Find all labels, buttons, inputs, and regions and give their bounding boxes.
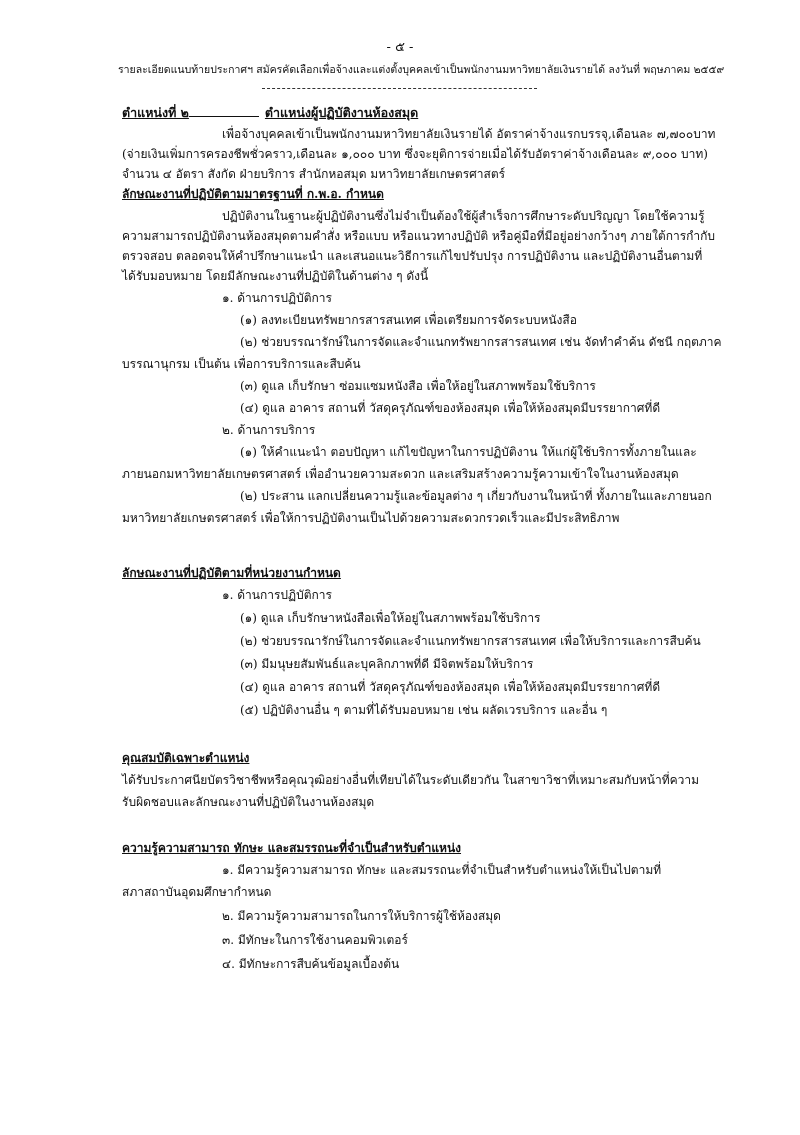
page-number: - ๕ - [386,40,414,55]
standard-s1-item-1: (๑) ลงทะเบียนทรัพยากรสารสนเทศ เพื่อเตรียมการจัดระบบหนังสือ [240,313,577,327]
qualification-line-1: ได้รับประกาศนียบัตรวิชาชีพหรือคุณวุฒิอย่างอื่นที่เทียบได้ในระดับเดียวกัน ในสาขาวิชาที่เหมาะสมกับหน้าที่ความ [122,773,700,787]
position-number: ตำแหน่งที่ ๒ [122,105,189,120]
standard-para-4: ได้รับมอบหมาย โดยมีลักษณะงานที่ปฏิบัติในด้านต่าง ๆ ดังนี้ [122,269,429,283]
standard-section-1-title: ๑. ด้านการปฏิบัติการ [222,291,332,305]
competency-heading: ความรู้ความสามารถ ทักษะ และสมรรถนะที่จำเป็นสำหรับตำแหน่ง [122,841,462,855]
unit-item-2: (๒) ช่วยบรรณารักษ์ในการจัดและจำแนกทรัพยากรสารสนเทศ เพื่อให้บริการและการสืบค้น [240,634,701,648]
standard-s1-item-4: (๔) ดูแล อาคาร สถานที่ วัสดุครุภัณฑ์ของห้องสมุด เพื่อให้ห้องสมุดมีบรรยากาศที่ดี [240,401,661,415]
unit-item-4: (๔) ดูแล อาคาร สถานที่ วัสดุครุภัณฑ์ของห้องสมุด เพื่อให้ห้องสมุดมีบรรยากาศที่ดี [240,680,661,694]
standard-s2-item-2-cont: มหาวิทยาลัยเกษตรศาสตร์ เพื่อให้การปฏิบัติงานเป็นไปด้วยความสะดวกรวดเร็วและมีประสิทธิภาพ [122,511,620,525]
position-title: ตำแหน่งผู้ปฏิบัติงานห้องสมุด [264,105,419,120]
unit-item-1: (๑) ดูแล เก็บรักษาหนังสือเพื่อให้อยู่ในสภาพพร้อมใช้บริการ [240,611,541,625]
intro-line-1: เพื่อจ้างบุคคลเข้าเป็นพนักงานมหาวิทยาลัยเงินรายได้ อัตราค่าจ้างแรกบรรจุ,เดือนละ ๗,๗๐๐บาท [222,127,716,141]
unit-heading: ลักษณะงานที่ปฏิบัติตามที่หน่วยงานกำหนด [122,566,341,580]
standard-s2-item-2: (๒) ประสาน แลกเปลี่ยนความรู้และข้อมูลต่าง ๆ เกี่ยวกับงานในหน้าที่ ทั้งภายในและภายนอก [240,489,712,503]
announcement-subtitle: รายละเอียดแนบท้ายประกาศฯ สมัครคัดเลือกเพื่อจ้างและแต่งตั้งบุคคลเข้าเป็นพนักงานมหาวิทยาลัยเงินรายได้ ลงวันที่ พฤษภาคม ๒๕๕๙ [118,64,725,76]
competency-item-4: ๔. มีทักษะการสืบค้นข้อมูลเบื้องต้น [222,957,400,971]
divider [262,88,537,89]
standard-s1-item-2-cont: บรรณานุกรม เป็นต้น เพื่อการบริการและสืบค้น [122,357,361,371]
standard-para-1: ปฏิบัติงานในฐานะผู้ปฏิบัติงานซึ่งไม่จำเป็นต้องใช้ผู้สำเร็จการศึกษาระดับปริญญา โดยใช้ความรู้ [222,209,705,223]
title-underline-gap [189,106,259,117]
standard-s1-item-2: (๒) ช่วยบรรณารักษ์ในการจัดและจำแนกทรัพยากรสารสนเทศ เช่น จัดทำคำค้น ดัชนี กฤตภาค [240,335,722,349]
standard-heading: ลักษณะงานที่ปฏิบัติตามมาตรฐานที่ ก.พ.อ. กำหนด [122,187,384,201]
unit-item-3: (๓) มีมนุษยสัมพันธ์และบุคลิกภาพที่ดี มีจิตพร้อมให้บริการ [240,657,534,671]
standard-para-3: ตรวจสอบ ตลอดจนให้คำปรึกษาแนะนำ และเสนอแนะวิธีการแก้ไขปรับปรุง การปฏิบัติงาน และปฏิบัติงานอื่นตามที่ [122,249,703,263]
intro-line-3: จำนวน ๔ อัตรา สังกัด ฝ่ายบริการ สำนักหอสมุด มหาวิทยาลัยเกษตรศาสตร์ [122,167,506,181]
intro-line-2: (จ่ายเงินเพิ่มการครองชีพชั่วคราว,เดือนละ ๑,๐๐๐ บาท ซึ่งจะยุติการจ่ายเมื่อได้รับอัตราค่าจ้างเดือนละ ๙,๐๐๐ บาท) [122,147,708,161]
unit-section-1-title: ๑. ด้านการปฏิบัติการ [222,588,332,602]
qualification-heading: คุณสมบัติเฉพาะตำแหน่ง [122,751,250,765]
competency-item-1: ๑. มีความรู้ความสามารถ ทักษะ และสมรรถนะที่จำเป็นสำหรับตำแหน่งให้เป็นไปตามที่ [222,863,662,877]
standard-section-2-title: ๒. ด้านการบริการ [222,423,316,437]
position-title-row [122,105,418,121]
competency-item-1-cont: สภาสถาบันอุดมศึกษากำหนด [122,885,272,899]
standard-s1-item-3: (๓) ดูแล เก็บรักษา ซ่อมแซมหนังสือ เพื่อให้อยู่ในสภาพพร้อมใช้บริการ [240,379,596,393]
standard-s2-item-1-cont: ภายนอกมหาวิทยาลัยเกษตรศาสตร์ เพื่ออำนวยความสะดวก และเสริมสร้างความรู้ความเข้าใจในงานห้องสมุด [122,467,679,481]
unit-item-5: (๕) ปฏิบัติงานอื่น ๆ ตามที่ได้รับมอบหมาย เช่น ผลัดเวรบริการ และอื่น ๆ [240,703,608,717]
standard-para-2: ความสามารถปฏิบัติงานห้องสมุดตามคำสั่ง หรือแบบ หรือแนวทางปฏิบัติ หรือคู่มือที่มีอยู่อย่างกว้างๆ ภายใต้การกำกับ [122,229,716,243]
standard-s2-item-1: (๑) ให้คำแนะนำ ตอบปัญหา แก้ไขปัญหาในการปฏิบัติงาน ให้แก่ผู้ใช้บริการทั้งภายในและ [240,445,697,459]
competency-item-3: ๓. มีทักษะในการใช้งานคอมพิวเตอร์ [222,933,408,947]
qualification-line-2: รับผิดชอบและลักษณะงานที่ปฏิบัติในงานห้องสมุด [122,795,375,809]
competency-item-2: ๒. มีความรู้ความสามารถในการให้บริการผู้ใช้ห้องสมุด [222,909,501,923]
